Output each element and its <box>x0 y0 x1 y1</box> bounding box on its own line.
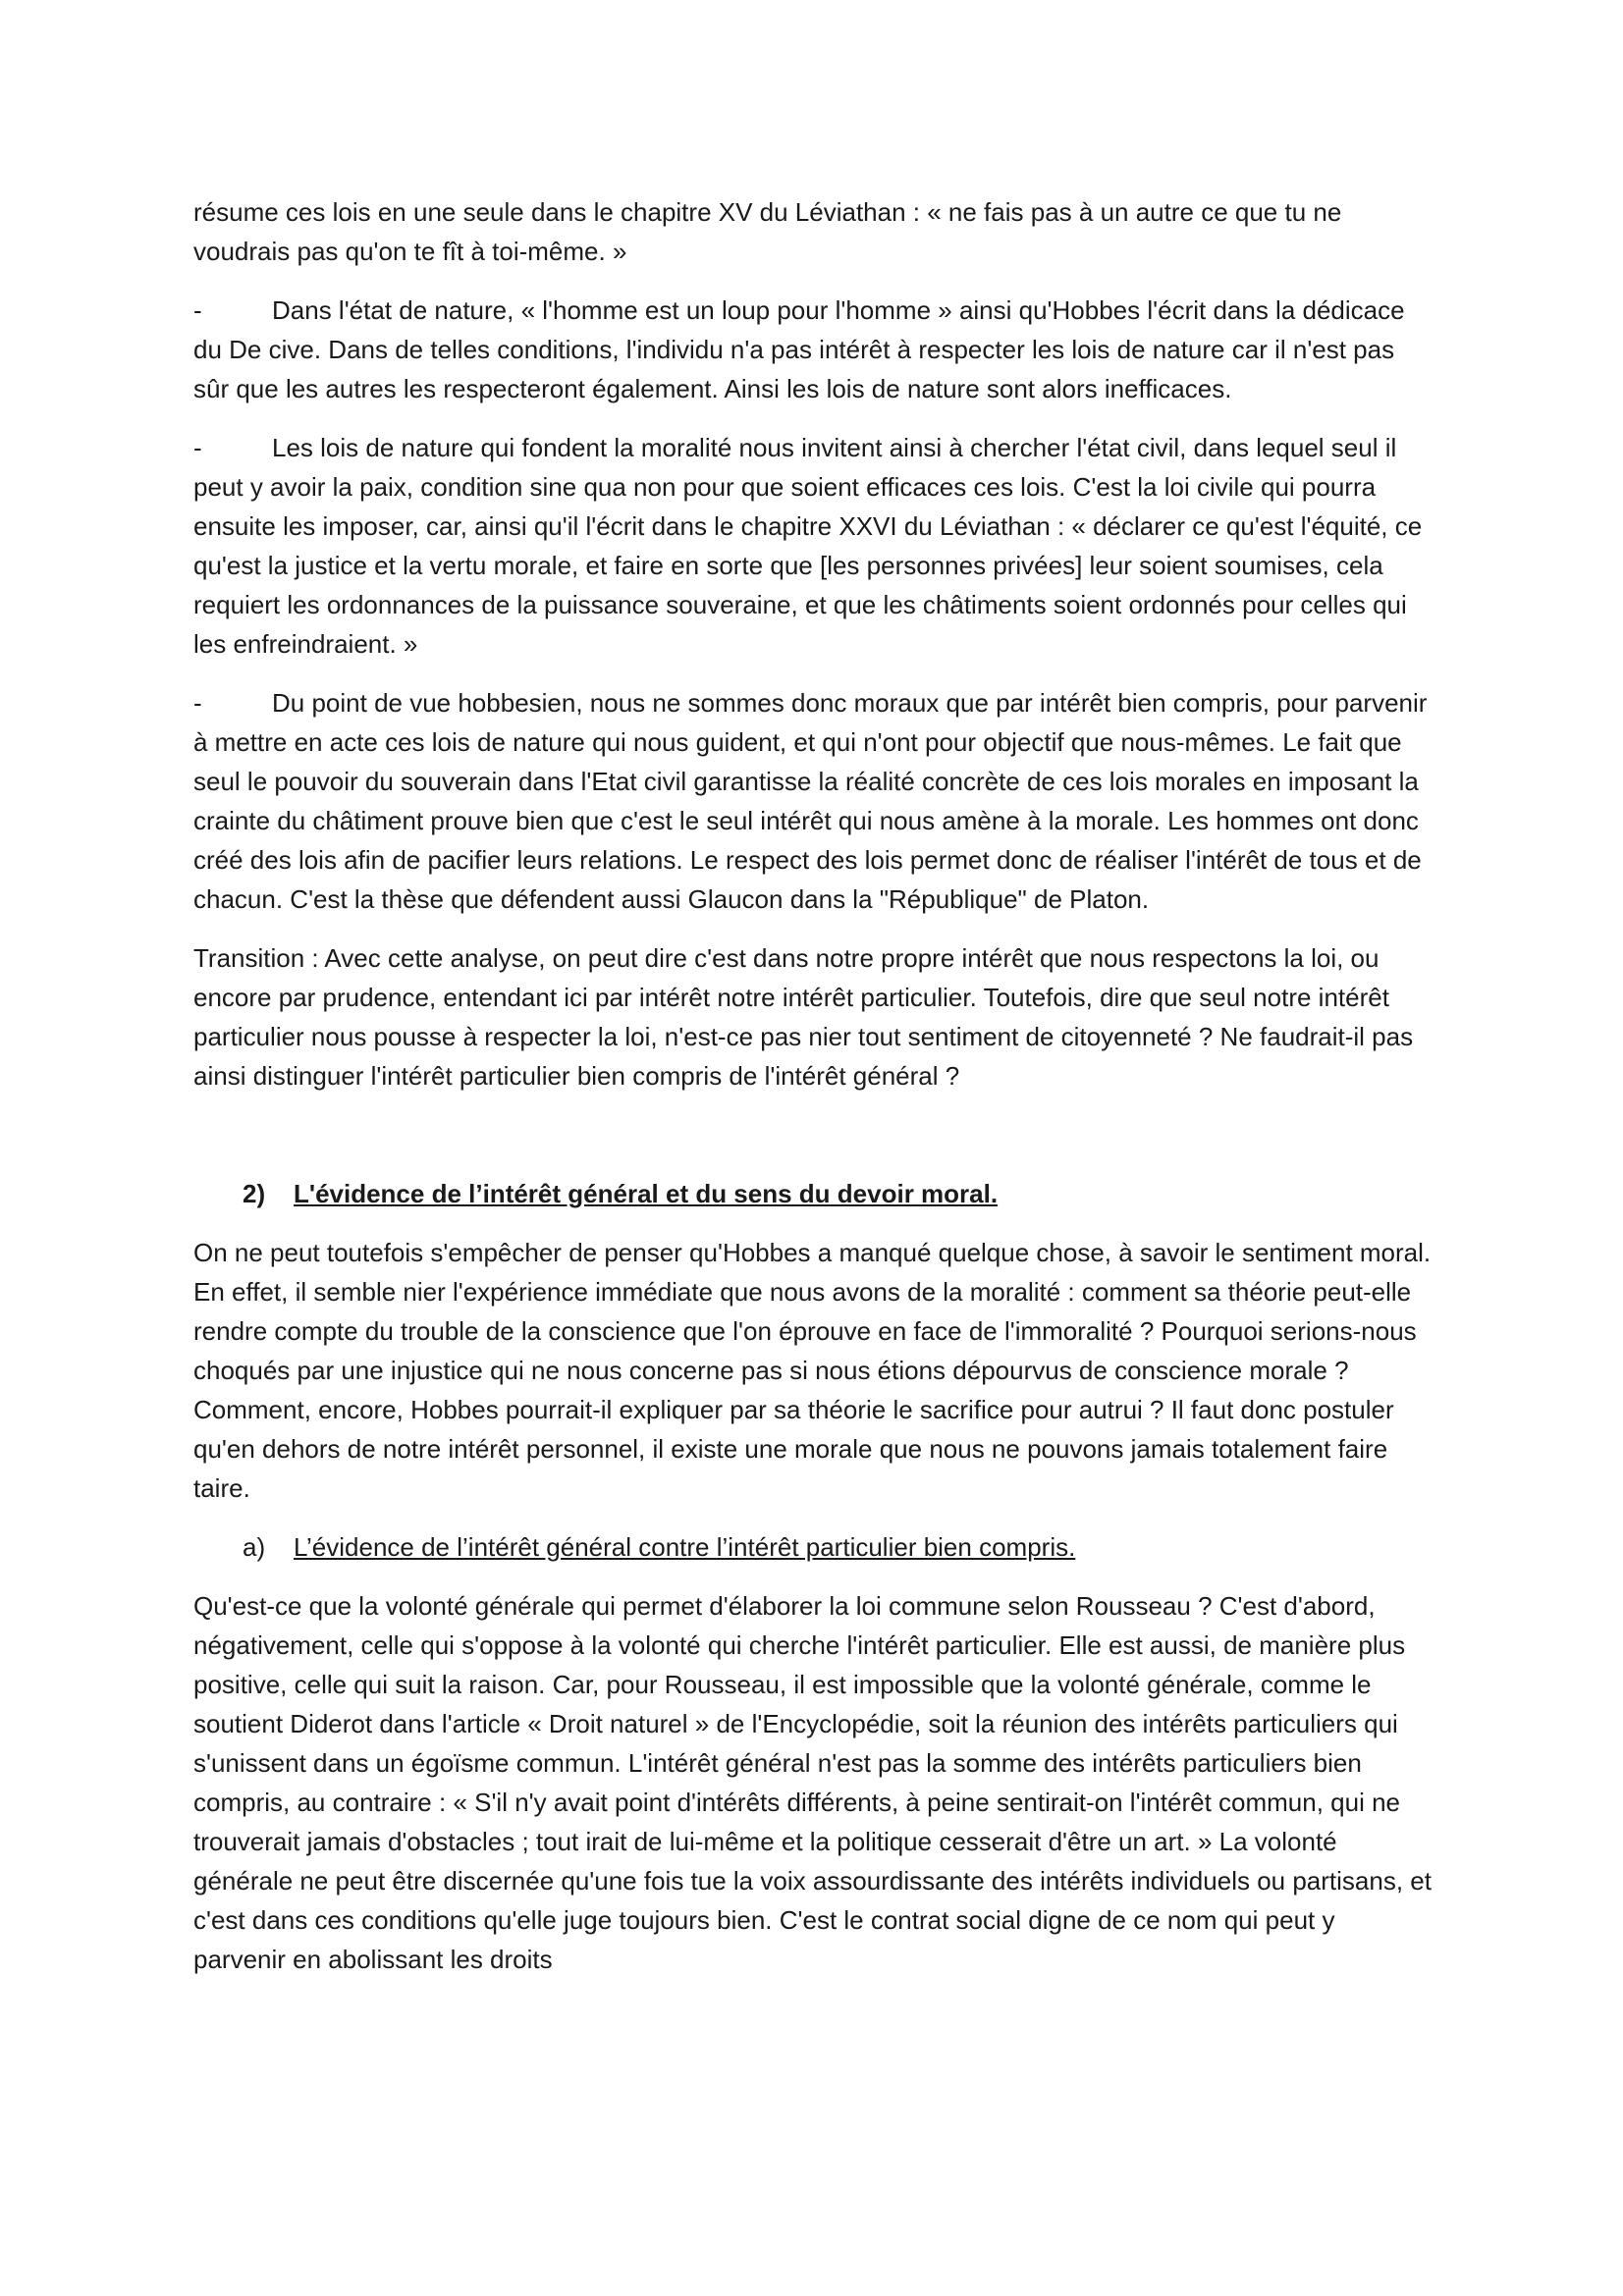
section-heading-2 <box>243 1174 1433 1213</box>
subsection-heading-a <box>243 1527 1433 1567</box>
paragraph-transition: Transition : Avec cette analyse, on peut dire c'est dans notre propre intérêt que nous respectons la loi, ou encore par prudence, entendant ici par intérêt notre intérêt particulier. Toutefois, dire que seul notre intérêt particulier nous pousse à respecter la loi, n'est-ce pas nier tout sentiment de citoyenneté ? Ne faudrait-il pas ainsi distinguer l'intérêt particulier bien compris de l'intérêt général ? <box>193 943 1414 1091</box>
subsection-number: a) <box>243 1532 266 1562</box>
subsection-title: L’évidence de l’intérêt général contre l’intérêt particulier bien compris. <box>294 1532 1076 1562</box>
bullet-item-civil-state <box>193 428 1433 664</box>
bullet-dash: - <box>193 295 202 325</box>
bullet-dash: - <box>193 688 202 718</box>
section-number: 2) <box>243 1179 266 1208</box>
bullet-text: Du point de vue hobbesien, nous ne sommes donc moraux que par intérêt bien compris, pour parvenir à mettre en acte ces lois de nature qui nous guident, et qui n'ont pour objectif que nous-mêmes. Le fait que seul le pouvoir du souverain dans l'Etat civil garantisse la réalité concrète de ces lois morales en imposant la crainte du châtiment prouve bien que c'est le seul intérêt qui nous amène à la morale. Les hommes ont donc créé des lois afin de pacifier leurs relations. Le respect des lois permet donc de réaliser l'intérêt de tous et de chacun. C'est la thèse que défendent aussi Glaucon dans la "République" de Platon. <box>193 688 1428 914</box>
bullet-dash: - <box>193 433 202 462</box>
bullet-item-state-of-nature <box>193 291 1433 408</box>
bullet-item-hobbesian-view <box>193 683 1433 919</box>
paragraph-general-will: Qu'est-ce que la volonté générale qui permet d'élaborer la loi commune selon Rousseau ? C'est d'abord, négativement, celle qui s'oppose à la volonté qui cherche l'intérêt particulier. Elle est aussi, de manière plus positive, celle qui suit la raison. Car, pour Rousseau, il est impossible que la volonté générale, comme le soutient Diderot dans l'article « Droit naturel » de l'Encyclopédie, soit la réunion des intérêts particuliers qui s'unissent dans un égoïsme commun. L'intérêt général n'est pas la somme des intérêts particuliers bien compris, au contraire : « S'il n'y avait point d'intérêts différents, à peine sentirait-on l'intérêt commun, qui ne trouverait jamais d'obstacles ; tout irait de lui-même et la politique cesserait d'être un art. » La volonté générale ne peut être discernée qu'une fois tue la voix assourdissante des intérêts individuels ou partisans, et c'est dans ces conditions qu'elle juge toujours bien. C'est le contrat social digne de ce nom qui peut y parvenir en abolissant les droits <box>193 1591 1432 1974</box>
paragraph-moral-sense: On ne peut toutefois s'empêcher de penser qu'Hobbes a manqué quelque chose, à savoir le sentiment moral. En effet, il semble nier l'expérience immédiate que nous avons de la moralité : comment sa théorie peut-elle rendre compte du trouble de la conscience que l'on éprouve en face de l'immoralité ? Pourquoi serions-nous choqués par une injustice qui ne nous concerne pas si nous étions dépourvus de conscience morale ? Comment, encore, Hobbes pourrait-il expliquer par sa théorie le sacrifice pour autrui ? Il faut donc postuler qu'en dehors de notre intérêt personnel, il existe une morale que nous ne pouvons jamais totalement faire taire. <box>193 1238 1432 1503</box>
bullet-text: Dans l'état de nature, « l'homme est un loup pour l'homme » ainsi qu'Hobbes l'écrit dans la dédicace du De cive. Dans de telles conditions, l'individu n'a pas intérêt à respecter les lois de nature car il n'est pas sûr que les autres les respecteront également. Ainsi les lois de nature sont alors inefficaces. <box>193 295 1405 403</box>
bullet-text: Les lois de nature qui fondent la moralité nous invitent ainsi à chercher l'état civil, dans lequel seul il peut y avoir la paix, condition sine qua non pour que soient efficaces ces lois. C'est la loi civile qui pourra ensuite les imposer, car, ainsi qu'il l'écrit dans le chapitre XXVI du Léviathan : « déclarer ce qu'est l'équité, ce qu'est la justice et la vertu morale, et faire en sorte que [les personnes privées] leur soient soumises, cela requiert les ordonnances de la puissance souveraine, et que les châtiments soient ordonnés pour celles qui les enfreindraient. » <box>193 433 1423 659</box>
document-page <box>193 192 1433 1999</box>
section-title: L'évidence de l’intérêt général et du sens du devoir moral. <box>294 1179 999 1208</box>
paragraph-intro: résume ces lois en une seule dans le chapitre XV du Léviathan : « ne fais pas à un autre ce que tu ne voudrais pas qu'on te fît à toi-même. » <box>193 197 1342 266</box>
